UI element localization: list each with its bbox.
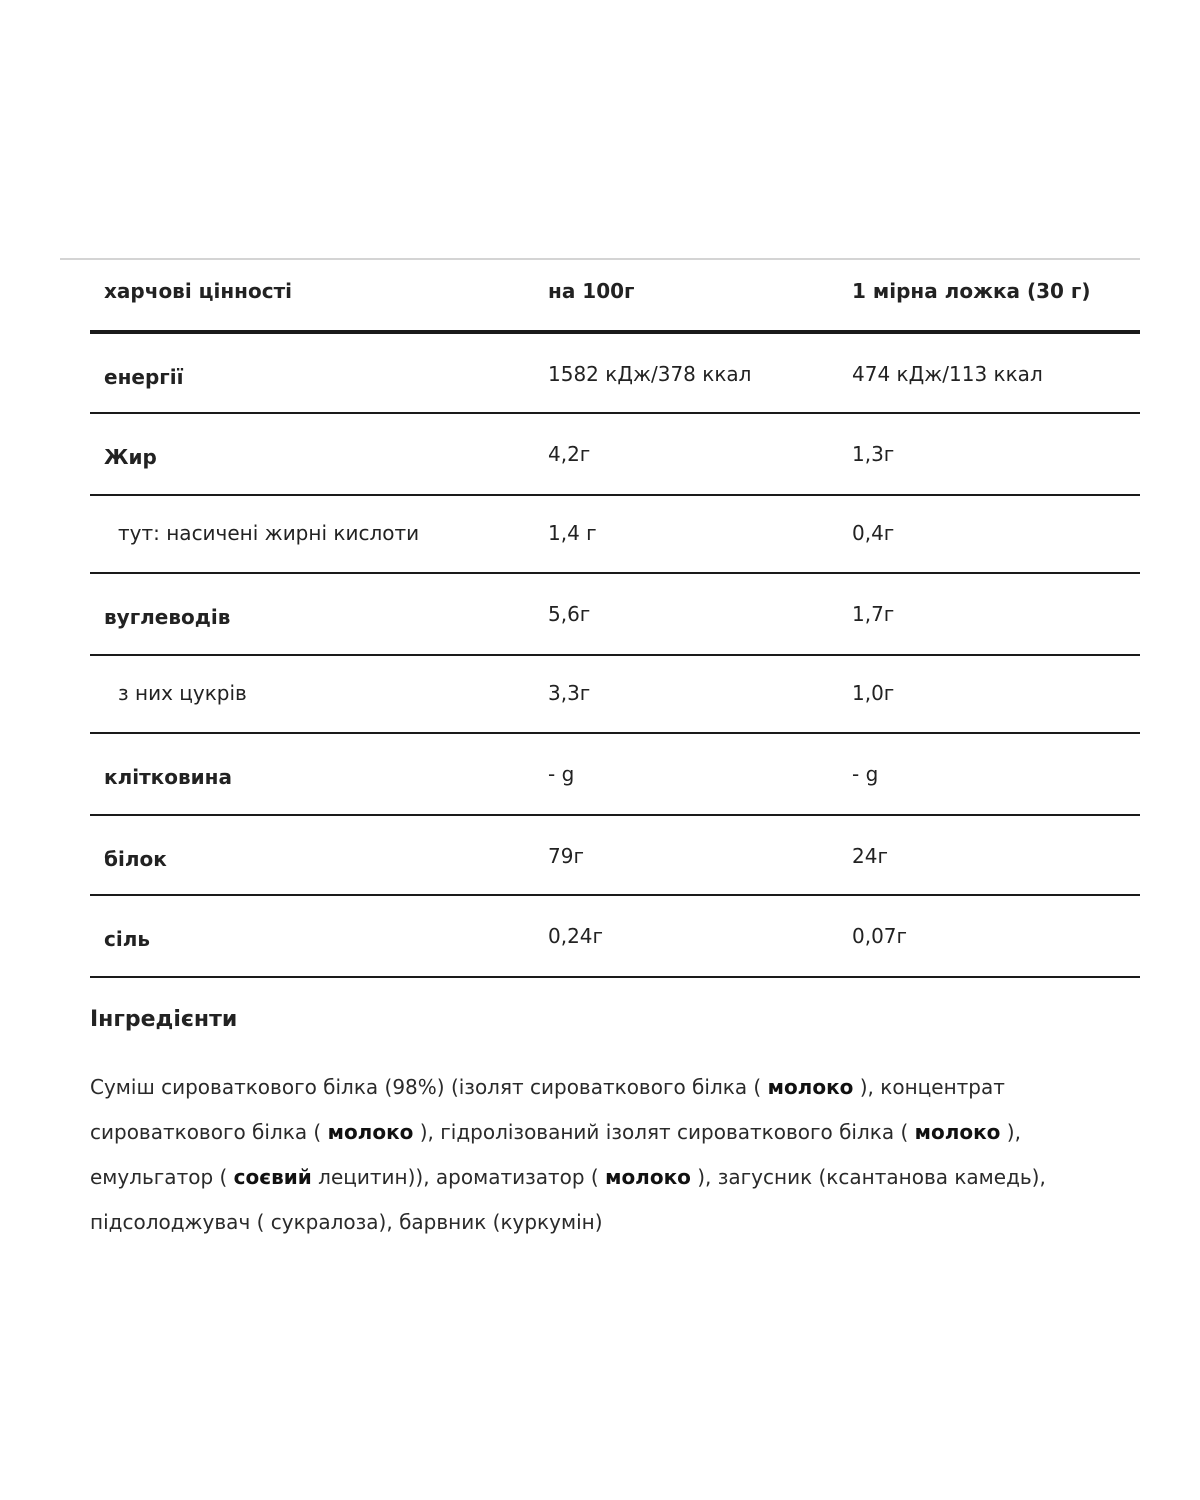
ingredient-text-segment: ), загусник (ксантанова камедь), підсолоджувач ( сукралоза), барвник (куркумін)	[90, 1165, 1046, 1234]
table-row	[90, 574, 1140, 656]
ingredient-text-segment: ), емульгатор (	[90, 1120, 1021, 1189]
row-value-per-100g: 3,3г	[548, 681, 591, 705]
ingredient-text-segment: ), концентрат сироваткового білка (	[90, 1075, 1005, 1144]
nutrition-table	[90, 260, 1140, 978]
table-row	[90, 496, 1140, 574]
row-value-per-100g: 1,4 г	[548, 521, 597, 545]
row-value-per-scoop: 0,4г	[852, 521, 895, 545]
row-value-per-100g: 79г	[548, 844, 584, 868]
row-value-per-scoop: - g	[852, 762, 879, 786]
row-label: сіль	[104, 927, 151, 951]
table-row	[90, 896, 1140, 978]
allergen-highlight: молоко	[327, 1120, 414, 1144]
row-value-per-100g: 1582 кДж/378 ккал	[548, 362, 752, 386]
allergen-highlight: молоко	[767, 1075, 854, 1099]
row-label: клітковина	[104, 765, 232, 789]
row-value-per-100g: - g	[548, 762, 575, 786]
row-value-per-scoop: 1,0г	[852, 681, 895, 705]
row-value-per-scoop: 1,7г	[852, 602, 895, 626]
ingredient-text-segment: лецитин)), ароматизатор (	[311, 1165, 606, 1189]
allergen-highlight: молоко	[605, 1165, 691, 1189]
row-value-per-100g: 5,6г	[548, 602, 591, 626]
header-per-scoop: 1 мірна ложка (30 г)	[852, 279, 1091, 303]
row-label: білок	[104, 847, 167, 871]
row-label: з них цукрів	[118, 681, 247, 705]
row-label: Жир	[104, 445, 157, 469]
ingredients-section	[90, 1003, 1140, 1245]
allergen-highlight: молоко	[914, 1120, 1001, 1144]
row-value-per-scoop: 24г	[852, 844, 888, 868]
row-value-per-scoop: 1,3г	[852, 442, 895, 466]
allergen-highlight: соєвий	[233, 1165, 312, 1189]
table-row	[90, 414, 1140, 496]
table-row	[90, 334, 1140, 414]
row-value-per-100g: 4,2г	[548, 442, 591, 466]
ingredients-text	[90, 1065, 1140, 1245]
row-label: вуглеводів	[104, 605, 231, 629]
header-per-100g: на 100г	[548, 279, 635, 303]
row-value-per-100g: 0,24г	[548, 924, 604, 948]
row-label: тут: насичені жирні кислоти	[118, 521, 420, 545]
table-header-row	[90, 260, 1140, 334]
row-value-per-scoop: 474 кДж/113 ккал	[852, 362, 1043, 386]
ingredient-text-segment: ), гідролізований ізолят сироваткового білка (	[413, 1120, 915, 1144]
table-row	[90, 734, 1140, 816]
row-value-per-scoop: 0,07г	[852, 924, 908, 948]
table-row	[90, 656, 1140, 734]
table-body	[90, 334, 1140, 978]
table-row	[90, 816, 1140, 896]
row-label: енергії	[104, 365, 184, 389]
ingredients-title: Інгредієнти	[90, 1007, 238, 1032]
ingredient-text-segment: Суміш сироваткового білка (98%) (ізолят сироваткового білка (	[90, 1075, 768, 1099]
header-nutrition-values: харчові цінності	[104, 279, 293, 303]
